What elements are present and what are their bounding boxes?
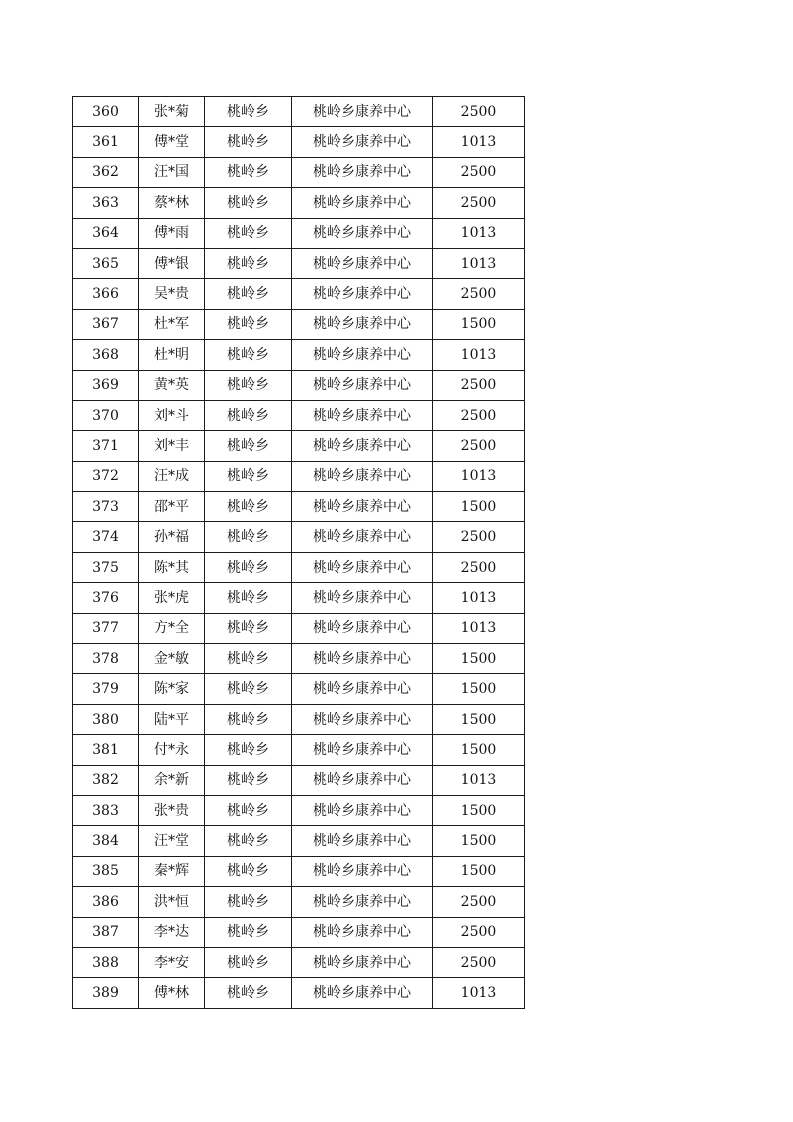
institution-cell: 桃岭乡康养中心 [292, 795, 433, 825]
township-cell: 桃岭乡 [205, 856, 292, 886]
institution-cell: 桃岭乡康养中心 [292, 887, 433, 917]
name-cell: 张*贵 [139, 795, 205, 825]
name-cell: 傅*堂 [139, 127, 205, 157]
table-row [73, 765, 525, 795]
serial-number-cell: 368 [73, 340, 139, 370]
table-row [73, 978, 525, 1008]
serial-number-cell: 361 [73, 127, 139, 157]
name-cell: 陈*其 [139, 552, 205, 582]
table-row [73, 188, 525, 218]
serial-number-cell: 377 [73, 613, 139, 643]
table-row [73, 613, 525, 643]
name-cell: 金*敏 [139, 644, 205, 674]
name-cell: 黄*英 [139, 370, 205, 400]
serial-number-cell: 383 [73, 795, 139, 825]
institution-cell: 桃岭乡康养中心 [292, 400, 433, 430]
name-cell: 傅*银 [139, 248, 205, 278]
institution-cell: 桃岭乡康养中心 [292, 613, 433, 643]
township-cell: 桃岭乡 [205, 279, 292, 309]
serial-number-cell: 378 [73, 644, 139, 674]
name-cell: 陆*平 [139, 704, 205, 734]
institution-cell: 桃岭乡康养中心 [292, 765, 433, 795]
serial-number-cell: 386 [73, 887, 139, 917]
table-row [73, 674, 525, 704]
institution-cell: 桃岭乡康养中心 [292, 704, 433, 734]
township-cell: 桃岭乡 [205, 887, 292, 917]
serial-number-cell: 362 [73, 157, 139, 187]
township-cell: 桃岭乡 [205, 947, 292, 977]
serial-number-cell: 379 [73, 674, 139, 704]
name-cell: 蔡*林 [139, 188, 205, 218]
name-cell: 刘*斗 [139, 400, 205, 430]
amount-cell: 2500 [433, 370, 525, 400]
amount-cell: 1013 [433, 461, 525, 491]
township-cell: 桃岭乡 [205, 613, 292, 643]
institution-cell: 桃岭乡康养中心 [292, 461, 433, 491]
institution-cell: 桃岭乡康养中心 [292, 674, 433, 704]
institution-cell: 桃岭乡康养中心 [292, 370, 433, 400]
amount-cell: 1500 [433, 735, 525, 765]
table-row [73, 97, 525, 127]
name-cell: 汪*成 [139, 461, 205, 491]
serial-number-cell: 387 [73, 917, 139, 947]
serial-number-cell: 375 [73, 552, 139, 582]
serial-number-cell: 363 [73, 188, 139, 218]
township-cell: 桃岭乡 [205, 248, 292, 278]
amount-cell: 1500 [433, 309, 525, 339]
table-body [73, 97, 525, 1009]
serial-number-cell: 371 [73, 431, 139, 461]
institution-cell: 桃岭乡康养中心 [292, 826, 433, 856]
township-cell: 桃岭乡 [205, 370, 292, 400]
township-cell: 桃岭乡 [205, 461, 292, 491]
serial-number-cell: 373 [73, 492, 139, 522]
serial-number-cell: 367 [73, 309, 139, 339]
table-row [73, 340, 525, 370]
serial-number-cell: 365 [73, 248, 139, 278]
township-cell: 桃岭乡 [205, 583, 292, 613]
table-row [73, 157, 525, 187]
institution-cell: 桃岭乡康养中心 [292, 309, 433, 339]
table-row [73, 309, 525, 339]
institution-cell: 桃岭乡康养中心 [292, 583, 433, 613]
township-cell: 桃岭乡 [205, 127, 292, 157]
township-cell: 桃岭乡 [205, 97, 292, 127]
data-table [72, 96, 525, 1009]
table-row [73, 522, 525, 552]
amount-cell: 2500 [433, 188, 525, 218]
township-cell: 桃岭乡 [205, 522, 292, 552]
table-row [73, 552, 525, 582]
serial-number-cell: 382 [73, 765, 139, 795]
table-row [73, 431, 525, 461]
township-cell: 桃岭乡 [205, 188, 292, 218]
township-cell: 桃岭乡 [205, 309, 292, 339]
table-row [73, 461, 525, 491]
amount-cell: 1500 [433, 704, 525, 734]
serial-number-cell: 376 [73, 583, 139, 613]
serial-number-cell: 364 [73, 218, 139, 248]
institution-cell: 桃岭乡康养中心 [292, 248, 433, 278]
table-row [73, 127, 525, 157]
amount-cell: 2500 [433, 400, 525, 430]
serial-number-cell: 388 [73, 947, 139, 977]
amount-cell: 1013 [433, 248, 525, 278]
amount-cell: 2500 [433, 279, 525, 309]
table-row [73, 826, 525, 856]
amount-cell: 2500 [433, 947, 525, 977]
institution-cell: 桃岭乡康养中心 [292, 856, 433, 886]
table-row [73, 947, 525, 977]
table-row [73, 218, 525, 248]
amount-cell: 1500 [433, 795, 525, 825]
name-cell: 汪*国 [139, 157, 205, 187]
institution-cell: 桃岭乡康养中心 [292, 157, 433, 187]
table-row [73, 917, 525, 947]
amount-cell: 1013 [433, 978, 525, 1008]
amount-cell: 2500 [433, 552, 525, 582]
township-cell: 桃岭乡 [205, 704, 292, 734]
name-cell: 付*永 [139, 735, 205, 765]
name-cell: 李*安 [139, 947, 205, 977]
institution-cell: 桃岭乡康养中心 [292, 279, 433, 309]
institution-cell: 桃岭乡康养中心 [292, 492, 433, 522]
amount-cell: 1500 [433, 674, 525, 704]
name-cell: 张*虎 [139, 583, 205, 613]
table-row [73, 279, 525, 309]
name-cell: 杜*军 [139, 309, 205, 339]
serial-number-cell: 372 [73, 461, 139, 491]
amount-cell: 1013 [433, 127, 525, 157]
amount-cell: 2500 [433, 157, 525, 187]
serial-number-cell: 366 [73, 279, 139, 309]
serial-number-cell: 380 [73, 704, 139, 734]
amount-cell: 1500 [433, 826, 525, 856]
institution-cell: 桃岭乡康养中心 [292, 188, 433, 218]
amount-cell: 1013 [433, 613, 525, 643]
serial-number-cell: 360 [73, 97, 139, 127]
township-cell: 桃岭乡 [205, 735, 292, 765]
table-row [73, 370, 525, 400]
institution-cell: 桃岭乡康养中心 [292, 522, 433, 552]
amount-cell: 1013 [433, 583, 525, 613]
township-cell: 桃岭乡 [205, 552, 292, 582]
name-cell: 李*达 [139, 917, 205, 947]
table-row [73, 492, 525, 522]
name-cell: 傅*林 [139, 978, 205, 1008]
institution-cell: 桃岭乡康养中心 [292, 735, 433, 765]
amount-cell: 1500 [433, 492, 525, 522]
amount-cell: 1013 [433, 340, 525, 370]
township-cell: 桃岭乡 [205, 400, 292, 430]
institution-cell: 桃岭乡康养中心 [292, 340, 433, 370]
amount-cell: 1500 [433, 644, 525, 674]
table-row [73, 248, 525, 278]
institution-cell: 桃岭乡康养中心 [292, 552, 433, 582]
township-cell: 桃岭乡 [205, 917, 292, 947]
amount-cell: 1013 [433, 765, 525, 795]
township-cell: 桃岭乡 [205, 674, 292, 704]
table-row [73, 583, 525, 613]
name-cell: 洪*恒 [139, 887, 205, 917]
table-row [73, 856, 525, 886]
table-row [73, 735, 525, 765]
table-row [73, 400, 525, 430]
institution-cell: 桃岭乡康养中心 [292, 97, 433, 127]
name-cell: 孙*福 [139, 522, 205, 552]
amount-cell: 2500 [433, 917, 525, 947]
township-cell: 桃岭乡 [205, 795, 292, 825]
township-cell: 桃岭乡 [205, 978, 292, 1008]
name-cell: 汪*堂 [139, 826, 205, 856]
table-row [73, 795, 525, 825]
township-cell: 桃岭乡 [205, 218, 292, 248]
amount-cell: 2500 [433, 97, 525, 127]
serial-number-cell: 369 [73, 370, 139, 400]
institution-cell: 桃岭乡康养中心 [292, 917, 433, 947]
institution-cell: 桃岭乡康养中心 [292, 978, 433, 1008]
institution-cell: 桃岭乡康养中心 [292, 644, 433, 674]
name-cell: 秦*辉 [139, 856, 205, 886]
name-cell: 吴*贵 [139, 279, 205, 309]
amount-cell: 2500 [433, 522, 525, 552]
institution-cell: 桃岭乡康养中心 [292, 431, 433, 461]
amount-cell: 2500 [433, 431, 525, 461]
township-cell: 桃岭乡 [205, 340, 292, 370]
institution-cell: 桃岭乡康养中心 [292, 947, 433, 977]
township-cell: 桃岭乡 [205, 157, 292, 187]
serial-number-cell: 384 [73, 826, 139, 856]
name-cell: 邵*平 [139, 492, 205, 522]
serial-number-cell: 381 [73, 735, 139, 765]
table-row [73, 644, 525, 674]
name-cell: 方*全 [139, 613, 205, 643]
name-cell: 刘*丰 [139, 431, 205, 461]
amount-cell: 1500 [433, 856, 525, 886]
township-cell: 桃岭乡 [205, 826, 292, 856]
table-row [73, 704, 525, 734]
name-cell: 余*新 [139, 765, 205, 795]
township-cell: 桃岭乡 [205, 492, 292, 522]
township-cell: 桃岭乡 [205, 644, 292, 674]
name-cell: 张*菊 [139, 97, 205, 127]
amount-cell: 1013 [433, 218, 525, 248]
amount-cell: 2500 [433, 887, 525, 917]
table-row [73, 887, 525, 917]
township-cell: 桃岭乡 [205, 431, 292, 461]
institution-cell: 桃岭乡康养中心 [292, 127, 433, 157]
institution-cell: 桃岭乡康养中心 [292, 218, 433, 248]
serial-number-cell: 374 [73, 522, 139, 552]
serial-number-cell: 385 [73, 856, 139, 886]
serial-number-cell: 389 [73, 978, 139, 1008]
name-cell: 陈*家 [139, 674, 205, 704]
name-cell: 傅*雨 [139, 218, 205, 248]
name-cell: 杜*明 [139, 340, 205, 370]
serial-number-cell: 370 [73, 400, 139, 430]
township-cell: 桃岭乡 [205, 765, 292, 795]
